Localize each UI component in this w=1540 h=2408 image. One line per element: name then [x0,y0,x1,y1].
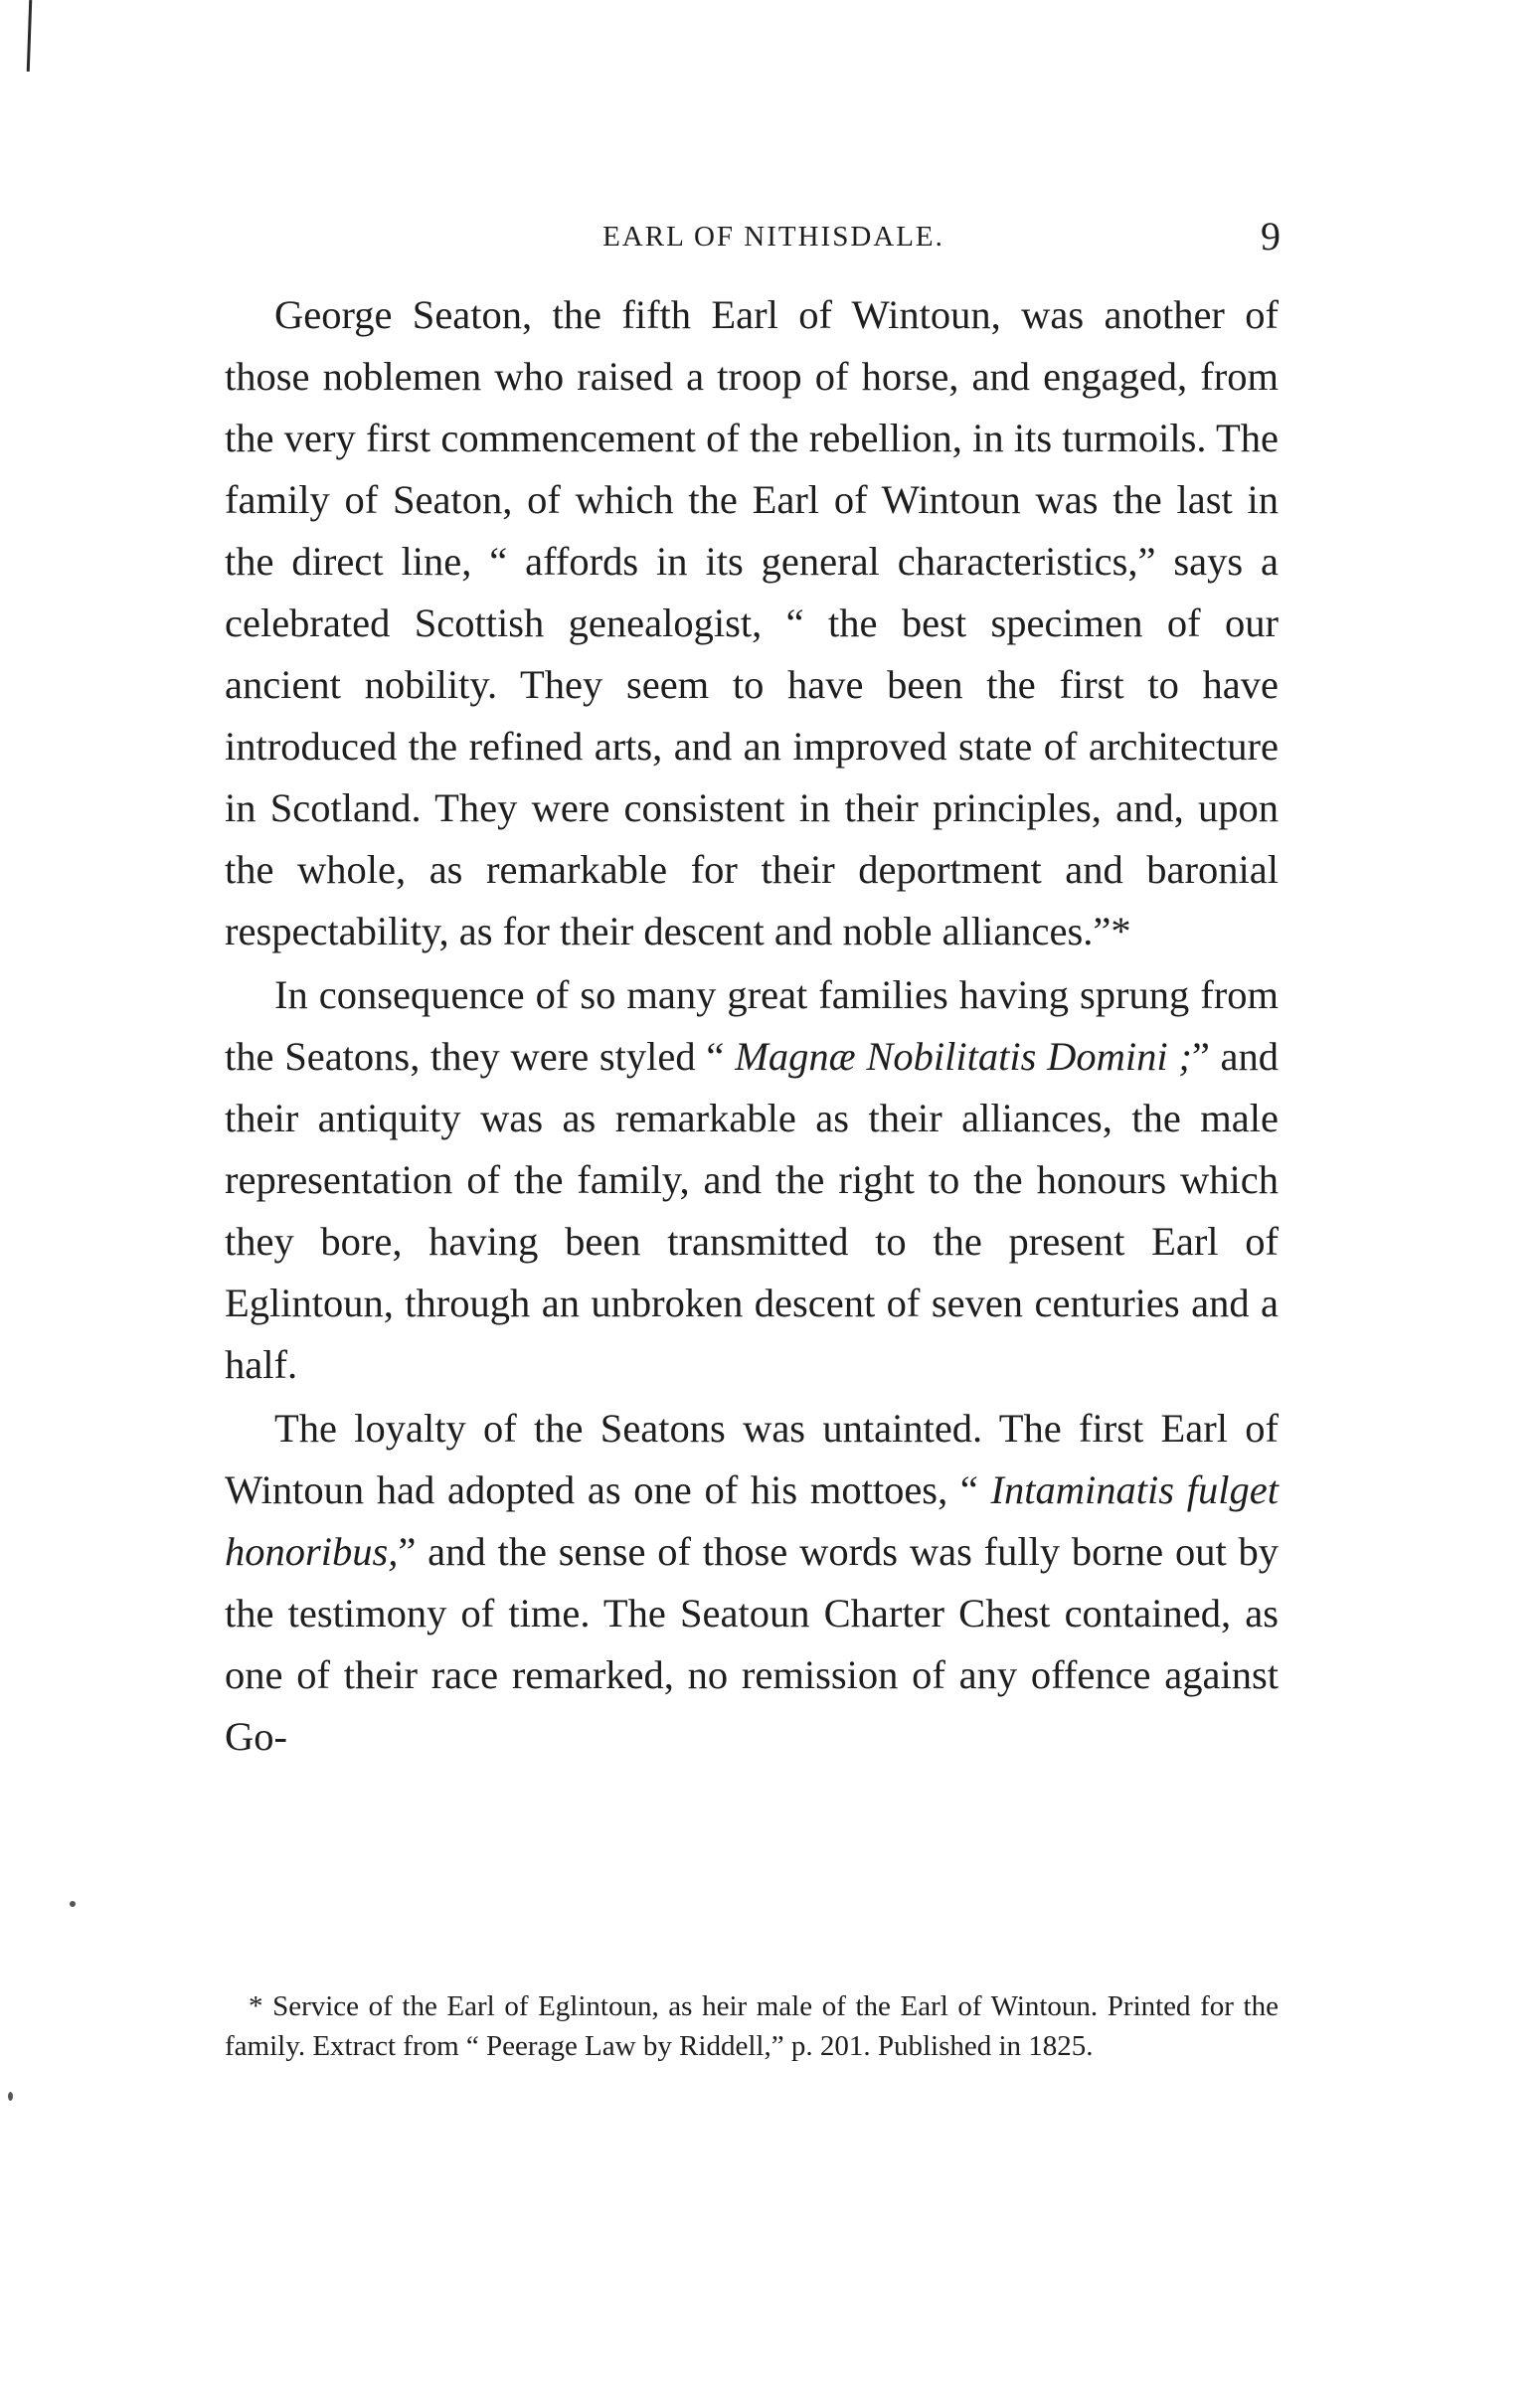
text-segment: George Seaton, the fifth Earl of Wintoun, was another of those noblemen who raised a troop of horse, and engaged, from the very first commencement of the rebellion, in its turmoils. The family of Seaton, of which the Earl of Wintoun was the last in the direct line, “ affords in its general characteristics,” says a celebrated Scottish genealogist, “ the best specimen of our ancient nobility. They seem to have been the first to have introduced the refined arts, and an improved state of architecture in Scotland. They were consistent in their principles, and, upon the whole, as remarkable for their deportment and baronial respectability, as for their descent and noble alliances.”* [225,292,1279,953]
page-header [227,213,1281,268]
latin-title: Magnæ Nobilitatis Domini ; [735,1034,1192,1079]
text-segment: The loyalty of the Seatons was untainted. The first Earl of Wintoun had adopted as one of his mottoes, “ [225,1406,1279,1512]
footnote-text: * Service of the Earl of Eglintoun, as heir male of the Earl of Wintoun. Printed for the family. Extract from “ Peerage Law by Riddell,” p. 201. Published in 1825. [225,1990,1279,2062]
page-number: 9 [1261,214,1281,258]
body-text [225,284,1279,1768]
paragraph [225,964,1279,1396]
paragraph [225,1398,1279,1768]
footnote [225,1986,1279,2066]
text-segment: ” and their antiquity was as remarkable as their alliances, the male representation of the family, and the right to the honours which they bore, having been transmitted to the present Earl of Eglintoun, through an unbroken descent of seven centuries and a half. [225,1034,1279,1387]
latin-motto: Intaminatis fulget honoribus, [225,1467,1279,1574]
scan-speck [8,2092,13,2101]
paragraph [225,284,1279,962]
running-head: EARL OF NITHISDALE. [602,221,944,253]
text-segment: ” and the sense of those words was fully borne out by the testimony of time. The Seatoun Charter Chest contained, as one of their race remarked, no remission of any offence against Go- [225,1529,1279,1759]
scan-edge-mark [27,0,33,72]
text-segment: In consequence of so many great families having sprung from the Seatons, they were styled “ [225,972,1279,1079]
scan-speck [70,1901,76,1907]
